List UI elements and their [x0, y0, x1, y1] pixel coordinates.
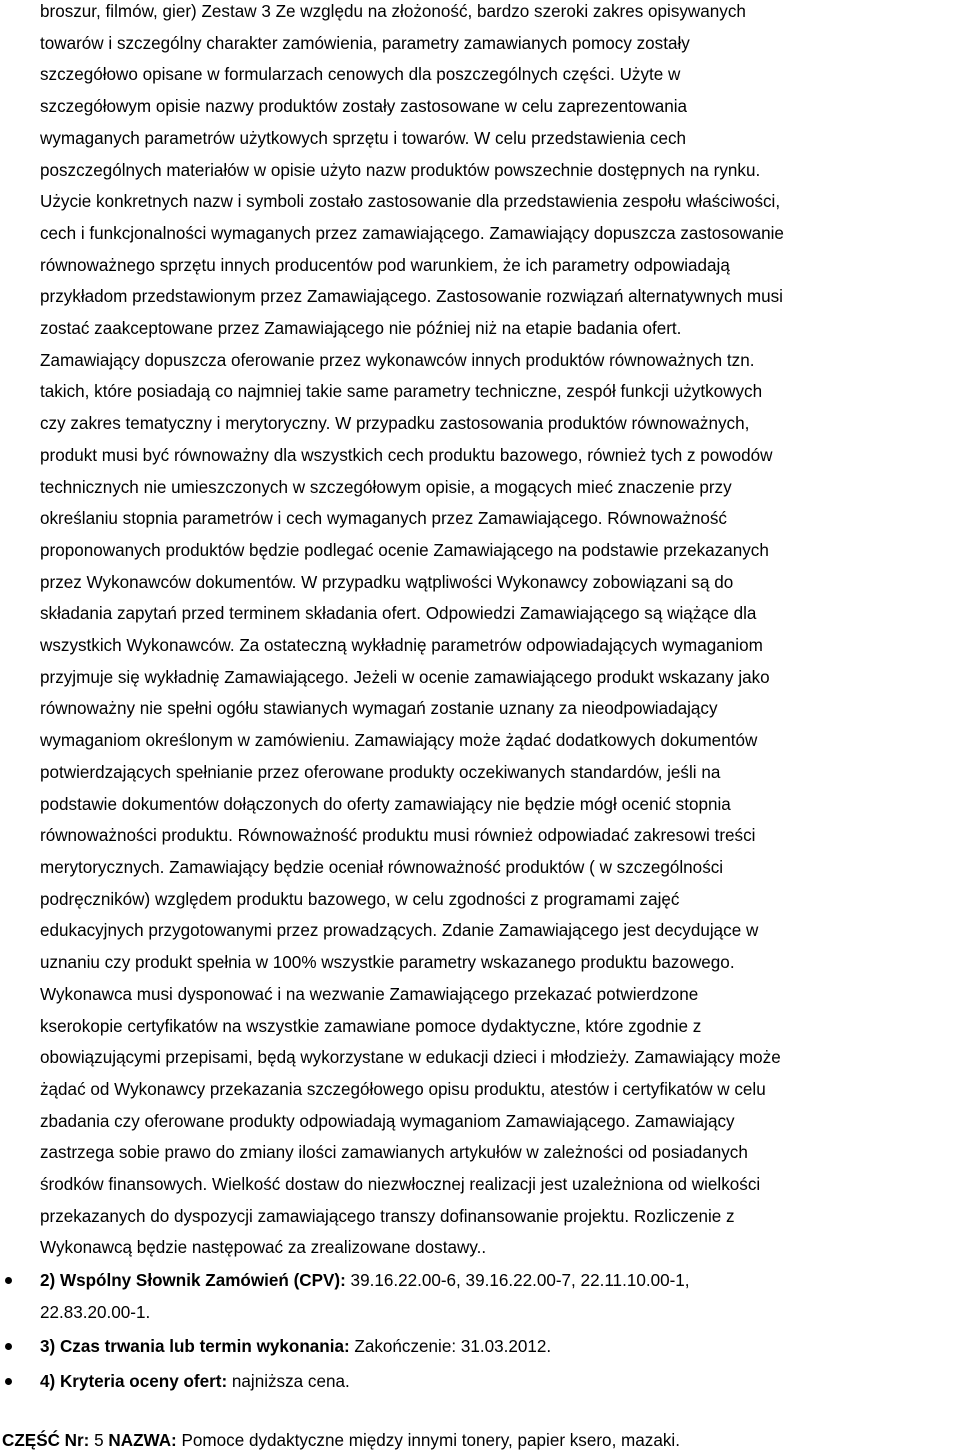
- paragraph-line: edukacyjnych przygotowanymi przez prowadzących. Zdanie Zamawiającego jest decydujące w: [40, 921, 759, 941]
- paragraph-line: szczegółowym opisie nazwy produktów zostały zastosowane w celu zaprezentowania: [40, 97, 688, 117]
- paragraph-line: Użycie konkretnych nazw i symboli zostało zastosowanie dla przedstawienia zespołu właściwości,: [40, 192, 781, 212]
- paragraph-line: podstawie dokumentów dołączonych do oferty zamawiający nie będzie mógł ocenić stopnia: [40, 794, 731, 814]
- paragraph-line: wymaganiom określonym w zamówieniu. Zamawiający może żądać dodatkowych dokumentów: [40, 731, 758, 751]
- paragraph-line: środków finansowych. Wielkość dostaw do niezwłocznej realizacji jest uzależniona od wielkości: [40, 1175, 761, 1195]
- paragraph-line: towarów i szczególny charakter zamówienia, parametry zamawianych pomocy zostały: [40, 33, 690, 53]
- paragraph-line: równoważności produktu. Równoważność produktu musi również odpowiadać zakresowi treści: [40, 826, 756, 846]
- section-name-value: Pomoce dydaktyczne między innymi tonery, papier ksero, mazaki.: [176, 1431, 680, 1450]
- list-item-value-continuation: 22.83.20.00-1.: [40, 1302, 151, 1322]
- paragraph-line: proponowanych produktów będzie podlegać ocenie Zamawiającego na podstawie przekazanych: [40, 540, 769, 560]
- list-item-cpv: [0, 1265, 960, 1328]
- list-item-label: 2) Wspólny Słownik Zamówień (CPV):: [40, 1271, 346, 1290]
- paragraph-line: Zamawiający dopuszcza oferowanie przez wykonawców innych produktów równoważnych tzn.: [40, 350, 755, 370]
- paragraph-line: takich, które posiadają co najmniej takie same parametry techniczne, zespół funkcji użytkowych: [40, 382, 763, 402]
- paragraph-line: wszystkich Wykonawców. Za ostateczną wykładnię parametrów odpowiadających wymaganiom: [40, 636, 763, 656]
- body-paragraph: [40, 0, 955, 1264]
- section-name-label: NAZWA:: [108, 1431, 177, 1450]
- paragraph-line: zbadania czy oferowane produkty odpowiadają wymaganiom Zamawiającego. Zamawiający: [40, 1111, 735, 1131]
- paragraph-line: przykładom przedstawionym przez Zamawiającego. Zastosowanie rozwiązań alternatywnych musi: [40, 287, 783, 307]
- list-item-deadline: [0, 1331, 960, 1363]
- paragraph-line: wymaganych parametrów użytkowych sprzętu i towarów. W celu przedstawienia cech: [40, 128, 687, 148]
- list-item-criteria: [0, 1366, 960, 1398]
- paragraph-line: poszczególnych materiałów w opisie użyto nazw produktów powszechnie dostępnych na rynku.: [40, 160, 761, 180]
- paragraph-line: cech i funkcjonalności wymaganych przez zamawiającego. Zamawiający dopuszcza zastosowanie: [40, 223, 784, 243]
- list-item-value: Zakończenie: 31.03.2012.: [349, 1337, 552, 1357]
- paragraph-line: przekazanych do dyspozycji zamawiającego transzy dofinansowanie projektu. Rozliczenie z: [40, 1206, 735, 1226]
- list-item-label: 4) Kryteria oceny ofert:: [40, 1372, 228, 1392]
- paragraph-line: składania zapytań przed terminem składania ofert. Odpowiedzi Zamawiającego są wiążące dla: [40, 604, 757, 624]
- paragraph-line: potwierdzających spełnianie przez oferowane produkty oczekiwanych standardów, jeśli na: [40, 762, 721, 782]
- paragraph-line: Wykonawca musi dysponować i na wezwanie Zamawiającego przekazać potwierdzone: [40, 984, 699, 1004]
- list-item-line: [40, 1331, 960, 1363]
- bullet-list: [0, 1265, 960, 1401]
- paragraph-line: merytorycznych. Zamawiający będzie oceniał równoważność produktów ( w szczególności: [40, 857, 724, 877]
- paragraph-line: równoważnego sprzętu innych producentów pod warunkiem, że ich parametry odpowiadają: [40, 255, 730, 275]
- list-item-value: 39.16.22.00-6, 39.16.22.00-7, 22.11.10.00-1,: [345, 1271, 690, 1290]
- paragraph-line: zostać zaakceptowane przez Zamawiającego nie później niż na etapie badania ofert.: [40, 319, 682, 339]
- paragraph-line: technicznych nie umieszczonych w szczegółowym opisie, a mogących mieć znaczenie przy: [40, 477, 732, 497]
- paragraph-line: czy zakres tematyczny i merytoryczny. W przypadku zastosowania produktów równoważnych,: [40, 414, 750, 434]
- paragraph-line: kserokopie certyfikatów na wszystkie zamawiane pomoce dydaktyczne, które zgodnie z: [40, 1016, 702, 1036]
- paragraph-line: broszur, filmów, gier) Zestaw 3 Ze względu na złożoność, bardzo szeroki zakres opisywanych: [40, 2, 746, 21]
- paragraph-line: żądać od Wykonawcy przekazania szczegółowego opisu produktu, atestów i certyfikatów w celu: [40, 1079, 766, 1099]
- paragraph-line: przez Wykonawców dokumentów. W przypadku wątpliwości Wykonawcy zobowiązani są do: [40, 572, 734, 592]
- bullet-icon: [5, 1343, 12, 1350]
- list-item-label: 3) Czas trwania lub termin wykonania:: [40, 1337, 350, 1357]
- section-part-label: CZĘŚĆ Nr:: [2, 1431, 90, 1450]
- list-item-value: najniższa cena.: [227, 1372, 350, 1392]
- bullet-icon: [5, 1378, 12, 1385]
- paragraph-line: obowiązującymi przepisami, będą wykorzystane w edukacji dzieci i młodzieży. Zamawiający może: [40, 1048, 781, 1068]
- paragraph-line: uznaniu czy produkt spełnia w 100% wszystkie parametry wskazanego produktu bazowego.: [40, 953, 735, 973]
- bullet-icon: [5, 1277, 12, 1284]
- paragraph-line: określaniu stopnia parametrów i cech wymaganych przez Zamawiającego. Równoważność: [40, 509, 727, 529]
- paragraph-line: podręczników) względem produktu bazowego, w celu zgodności z programami zajęć: [40, 889, 680, 909]
- section-number: 5: [89, 1431, 109, 1450]
- paragraph-line: równoważny nie spełni ogółu stawianych wymagań zostanie uznany za nieodpowiadający: [40, 699, 718, 719]
- paragraph-line: zastrzega sobie prawo do zmiany ilości zamawianych artykułów w zależności od posiadanych: [40, 1143, 748, 1163]
- paragraph-line: szczegółowo opisane w formularzach cenowych dla poszczególnych części. Użyte w: [40, 65, 681, 85]
- list-item-line: [40, 1265, 960, 1297]
- paragraph-line: Wykonawcą będzie następować za zrealizowane dostawy..: [40, 1238, 487, 1258]
- paragraph-line: przyjmuje się wykładnię Zamawiającego. Jeżeli w ocenie zamawiającego produkt wskazany jako: [40, 667, 770, 687]
- section-heading: [2, 1427, 680, 1455]
- list-item-line: [40, 1366, 960, 1398]
- paragraph-line: produkt musi być równoważny dla wszystkich cech produktu bazowego, również tych z powodów: [40, 445, 773, 465]
